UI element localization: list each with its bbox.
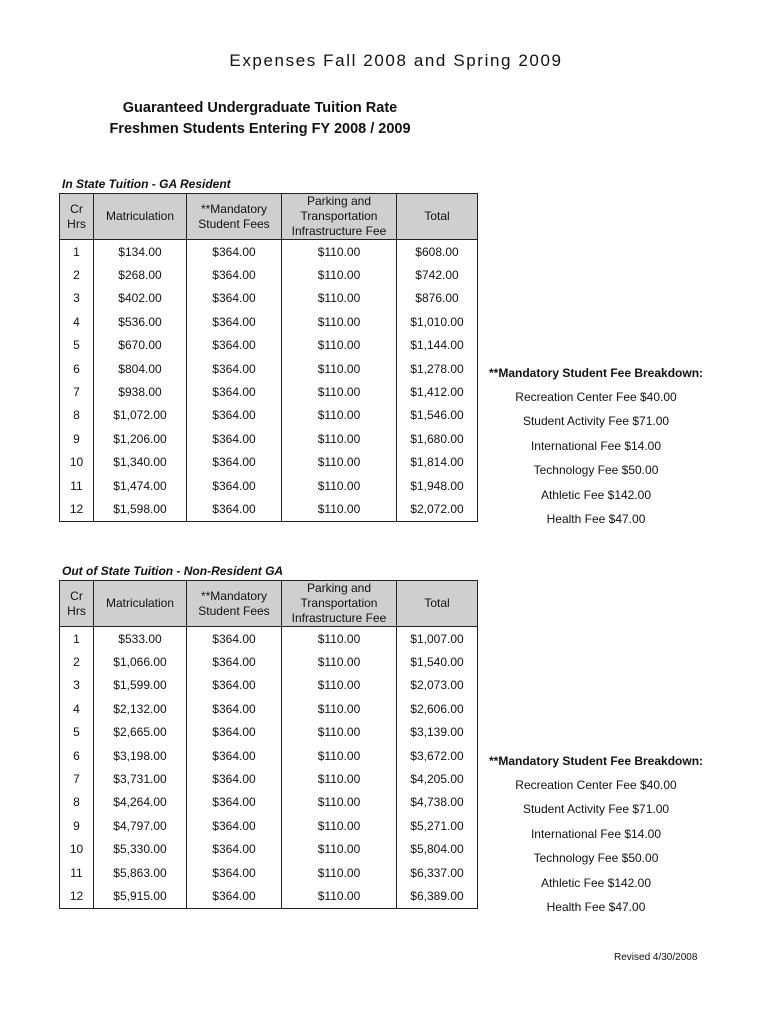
cell-matriculation: $804.00: [94, 357, 187, 380]
table-row: [60, 474, 478, 497]
cell-hrs: 3: [60, 287, 94, 310]
table-row: [60, 721, 478, 744]
cell-total: $1,814.00: [397, 451, 478, 474]
out-state-fee-breakdown: [470, 749, 722, 919]
cell-hrs: 6: [60, 357, 94, 380]
cell-parking: $110.00: [282, 474, 397, 497]
cell-parking: $110.00: [282, 861, 397, 884]
cell-matriculation: $4,264.00: [94, 791, 187, 814]
cell-total: $1,010.00: [397, 310, 478, 333]
cell-total: $1,144.00: [397, 334, 478, 357]
cell-hrs: 4: [60, 697, 94, 720]
breakdown-item: Student Activity Fee $71.00: [522, 414, 670, 429]
cell-parking: $110.00: [282, 334, 397, 357]
cell-fees: $364.00: [187, 791, 282, 814]
page-title: Expenses Fall 2008 and Spring 2009: [229, 51, 563, 70]
in-state-label: In State Tuition - GA Resident: [62, 177, 231, 191]
cell-matriculation: $402.00: [94, 287, 187, 310]
cell-parking: $110.00: [282, 697, 397, 720]
header-parking: Parking and Transportation Infrastructure Fee: [282, 581, 397, 627]
breakdown-item: Technology Fee $50.00: [533, 851, 659, 866]
cell-fees: $364.00: [187, 767, 282, 790]
cell-parking: $110.00: [282, 427, 397, 450]
cell-matriculation: $536.00: [94, 310, 187, 333]
table-row: [60, 814, 478, 837]
table-row: [60, 650, 478, 673]
breakdown-item: International Fee $14.00: [530, 826, 662, 841]
cell-hrs: 5: [60, 721, 94, 744]
cell-total: $2,606.00: [397, 697, 478, 720]
cell-fees: $364.00: [187, 627, 282, 651]
cell-matriculation: $1,474.00: [94, 474, 187, 497]
cell-hrs: 10: [60, 451, 94, 474]
table-row: [60, 744, 478, 767]
cell-total: $3,672.00: [397, 744, 478, 767]
header-total: Total: [397, 581, 478, 627]
subtitle-line-2: Freshmen Students Entering FY 2008 / 2009: [109, 121, 411, 137]
cell-matriculation: $5,915.00: [94, 884, 187, 908]
cell-hrs: 4: [60, 310, 94, 333]
table-row: [60, 357, 478, 380]
cell-hrs: 8: [60, 404, 94, 427]
in-state-table: [59, 193, 478, 522]
cell-parking: $110.00: [282, 721, 397, 744]
cell-matriculation: $1,340.00: [94, 451, 187, 474]
cell-parking: $110.00: [282, 380, 397, 403]
cell-matriculation: $533.00: [94, 627, 187, 651]
breakdown-heading: **Mandatory Student Fee Breakdown:: [488, 366, 704, 380]
cell-hrs: 7: [60, 380, 94, 403]
breakdown-item: Health Fee $47.00: [546, 511, 646, 526]
cell-matriculation: $5,863.00: [94, 861, 187, 884]
cell-parking: $110.00: [282, 767, 397, 790]
out-state-label: Out of State Tuition - Non-Resident GA: [62, 564, 284, 578]
breakdown-heading: **Mandatory Student Fee Breakdown:: [488, 754, 704, 768]
table-row: [60, 838, 478, 861]
cell-matriculation: $938.00: [94, 380, 187, 403]
cell-hrs: 11: [60, 861, 94, 884]
cell-matriculation: $268.00: [94, 263, 187, 286]
cell-fees: $364.00: [187, 650, 282, 673]
cell-parking: $110.00: [282, 287, 397, 310]
table-row: [60, 627, 478, 651]
cell-hrs: 2: [60, 650, 94, 673]
table-row: [60, 884, 478, 908]
header-cr-hrs: Cr Hrs: [60, 581, 94, 627]
cell-matriculation: $1,206.00: [94, 427, 187, 450]
table-row: [60, 674, 478, 697]
cell-hrs: 12: [60, 497, 94, 521]
cell-total: $1,546.00: [397, 404, 478, 427]
cell-fees: $364.00: [187, 451, 282, 474]
cell-parking: $110.00: [282, 884, 397, 908]
cell-parking: $110.00: [282, 744, 397, 767]
cell-fees: $364.00: [187, 427, 282, 450]
cell-matriculation: $4,797.00: [94, 814, 187, 837]
cell-total: $3,139.00: [397, 721, 478, 744]
cell-fees: $364.00: [187, 380, 282, 403]
cell-fees: $364.00: [187, 497, 282, 521]
cell-matriculation: $1,599.00: [94, 674, 187, 697]
cell-fees: $364.00: [187, 884, 282, 908]
cell-total: $1,948.00: [397, 474, 478, 497]
cell-total: $876.00: [397, 287, 478, 310]
header-matriculation: Matriculation: [94, 194, 187, 240]
cell-total: $1,540.00: [397, 650, 478, 673]
cell-hrs: 1: [60, 240, 94, 264]
cell-matriculation: $2,665.00: [94, 721, 187, 744]
cell-parking: $110.00: [282, 263, 397, 286]
breakdown-item: Student Activity Fee $71.00: [522, 802, 670, 817]
out-state-table: [59, 580, 478, 909]
table-header-row: [60, 581, 478, 627]
table-header-row: [60, 194, 478, 240]
cell-hrs: 8: [60, 791, 94, 814]
cell-hrs: 3: [60, 674, 94, 697]
cell-parking: $110.00: [282, 791, 397, 814]
cell-fees: $364.00: [187, 744, 282, 767]
table-row: [60, 380, 478, 403]
header-mandatory-fees: **Mandatory Student Fees: [187, 581, 282, 627]
cell-total: $4,205.00: [397, 767, 478, 790]
cell-fees: $364.00: [187, 404, 282, 427]
cell-fees: $364.00: [187, 674, 282, 697]
cell-matriculation: $5,330.00: [94, 838, 187, 861]
cell-parking: $110.00: [282, 650, 397, 673]
revised-date: Revised 4/30/2008: [614, 952, 698, 963]
cell-total: $1,680.00: [397, 427, 478, 450]
cell-hrs: 10: [60, 838, 94, 861]
cell-matriculation: $1,598.00: [94, 497, 187, 521]
table-row: [60, 497, 478, 521]
header-cr-hrs: Cr Hrs: [60, 194, 94, 240]
cell-parking: $110.00: [282, 404, 397, 427]
cell-matriculation: $134.00: [94, 240, 187, 264]
cell-parking: $110.00: [282, 497, 397, 521]
cell-matriculation: $2,132.00: [94, 697, 187, 720]
cell-parking: $110.00: [282, 310, 397, 333]
cell-total: $2,072.00: [397, 497, 478, 521]
cell-total: $1,412.00: [397, 380, 478, 403]
cell-total: $1,007.00: [397, 627, 478, 651]
cell-total: $5,271.00: [397, 814, 478, 837]
cell-total: $6,389.00: [397, 884, 478, 908]
table-row: [60, 451, 478, 474]
cell-fees: $364.00: [187, 838, 282, 861]
breakdown-item: International Fee $14.00: [530, 438, 662, 453]
cell-fees: $364.00: [187, 263, 282, 286]
table-row: [60, 287, 478, 310]
cell-hrs: 12: [60, 884, 94, 908]
table-row: [60, 240, 478, 264]
breakdown-item: Athletic Fee $142.00: [540, 875, 652, 890]
header-matriculation: Matriculation: [94, 581, 187, 627]
cell-fees: $364.00: [187, 721, 282, 744]
cell-parking: $110.00: [282, 674, 397, 697]
table-row: [60, 767, 478, 790]
cell-fees: $364.00: [187, 287, 282, 310]
cell-fees: $364.00: [187, 474, 282, 497]
cell-total: $6,337.00: [397, 861, 478, 884]
table-row: [60, 427, 478, 450]
cell-matriculation: $1,072.00: [94, 404, 187, 427]
cell-total: $2,073.00: [397, 674, 478, 697]
table-row: [60, 791, 478, 814]
cell-hrs: 5: [60, 334, 94, 357]
breakdown-item: Athletic Fee $142.00: [540, 487, 652, 502]
cell-parking: $110.00: [282, 814, 397, 837]
table-row: [60, 404, 478, 427]
cell-fees: $364.00: [187, 861, 282, 884]
cell-fees: $364.00: [187, 814, 282, 837]
cell-parking: $110.00: [282, 838, 397, 861]
in-state-fee-breakdown: [470, 361, 722, 531]
cell-hrs: 2: [60, 263, 94, 286]
table-row: [60, 310, 478, 333]
breakdown-item: Technology Fee $50.00: [533, 463, 659, 478]
breakdown-item: Recreation Center Fee $40.00: [515, 390, 677, 404]
cell-fees: $364.00: [187, 697, 282, 720]
cell-hrs: 7: [60, 767, 94, 790]
cell-total: $5,804.00: [397, 838, 478, 861]
cell-fees: $364.00: [187, 357, 282, 380]
cell-fees: $364.00: [187, 310, 282, 333]
cell-hrs: 9: [60, 427, 94, 450]
cell-hrs: 9: [60, 814, 94, 837]
cell-total: $4,738.00: [397, 791, 478, 814]
cell-matriculation: $3,198.00: [94, 744, 187, 767]
breakdown-item: Health Fee $47.00: [546, 899, 646, 914]
cell-hrs: 11: [60, 474, 94, 497]
cell-fees: $364.00: [187, 240, 282, 264]
table-row: [60, 334, 478, 357]
cell-hrs: 1: [60, 627, 94, 651]
cell-matriculation: $3,731.00: [94, 767, 187, 790]
table-row: [60, 263, 478, 286]
header-mandatory-fees: **Mandatory Student Fees: [187, 194, 282, 240]
cell-parking: $110.00: [282, 451, 397, 474]
breakdown-item: Recreation Center Fee $40.00: [515, 778, 677, 792]
header-parking: Parking and Transportation Infrastructure Fee: [282, 194, 397, 240]
subtitle-line-1: Guaranteed Undergraduate Tuition Rate: [122, 100, 398, 116]
cell-parking: $110.00: [282, 627, 397, 651]
out-state-rows: [60, 627, 478, 909]
cell-parking: $110.00: [282, 357, 397, 380]
table-row: [60, 861, 478, 884]
table-row: [60, 697, 478, 720]
cell-total: $742.00: [397, 263, 478, 286]
cell-hrs: 6: [60, 744, 94, 767]
cell-fees: $364.00: [187, 334, 282, 357]
cell-total: $608.00: [397, 240, 478, 264]
header-total: Total: [397, 194, 478, 240]
cell-matriculation: $1,066.00: [94, 650, 187, 673]
cell-total: $1,278.00: [397, 357, 478, 380]
cell-matriculation: $670.00: [94, 334, 187, 357]
cell-parking: $110.00: [282, 240, 397, 264]
in-state-rows: [60, 240, 478, 522]
